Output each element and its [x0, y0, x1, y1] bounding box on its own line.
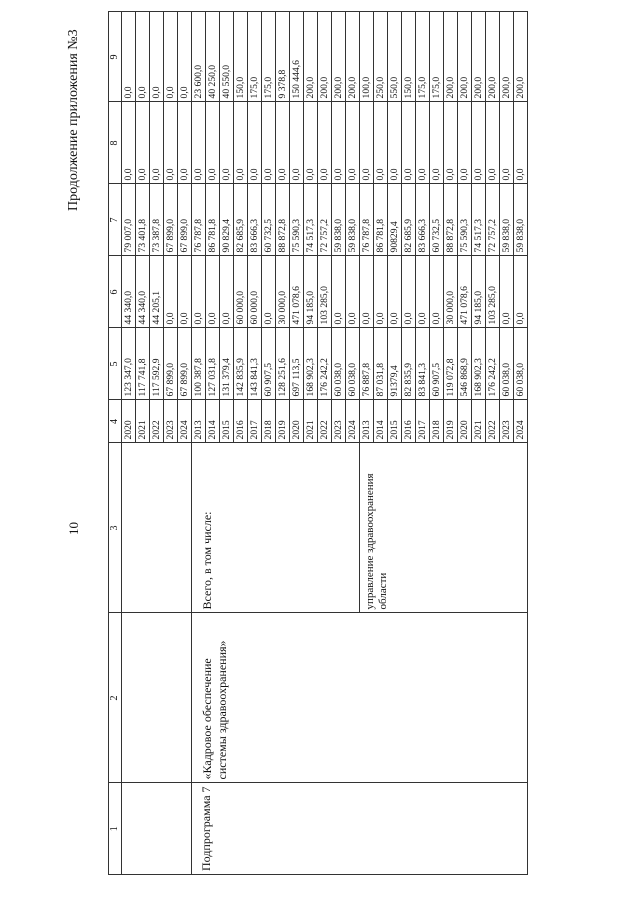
value-cell-total: 119 072,8 [444, 328, 458, 400]
value-cell-total: 67 899,0 [178, 328, 192, 400]
value-cell-other: 200,0 [332, 12, 346, 102]
value-cell-federal: 0,0 [402, 256, 416, 328]
blank-cell [500, 5, 514, 12]
blank-cell [360, 5, 374, 12]
year-cell: 2024 [346, 400, 360, 443]
value-cell-local: 0,0 [304, 102, 318, 184]
value-cell-local: 0,0 [402, 102, 416, 184]
value-cell-federal: 0,0 [500, 256, 514, 328]
value-cell-total: 131 379,4 [220, 328, 234, 400]
value-cell-local: 0,0 [332, 102, 346, 184]
value-cell-total: 91379,4 [388, 328, 402, 400]
value-cell-regional: 82 685,9 [234, 184, 248, 256]
year-cell: 2022 [318, 400, 332, 443]
value-cell-regional: 67 899,0 [164, 184, 178, 256]
value-cell-federal: 44 340,0 [122, 256, 136, 328]
year-cell: 2023 [332, 400, 346, 443]
blank-cell [402, 5, 416, 12]
value-cell-regional: 59 838,0 [514, 184, 528, 256]
year-cell: 2015 [388, 400, 402, 443]
value-cell-local: 0,0 [458, 102, 472, 184]
blank-cell [220, 5, 234, 12]
header-cell: 1 [109, 783, 122, 875]
blank-cell [150, 5, 164, 12]
value-cell-federal: 0,0 [192, 256, 206, 328]
year-cell: 2021 [304, 400, 318, 443]
blank-cell [122, 783, 192, 875]
value-cell-federal: 94 185,0 [472, 256, 486, 328]
value-cell-federal: 0,0 [388, 256, 402, 328]
value-cell-regional: 88 872,8 [276, 184, 290, 256]
value-cell-local: 0,0 [262, 102, 276, 184]
value-cell-regional: 59 838,0 [500, 184, 514, 256]
value-cell-local: 0,0 [220, 102, 234, 184]
value-cell-federal: 60 000,0 [248, 256, 262, 328]
year-cell: 2020 [458, 400, 472, 443]
value-cell-regional: 90829,4 [388, 184, 402, 256]
value-cell-total: 176 242,2 [318, 328, 332, 400]
value-cell-local: 0,0 [430, 102, 444, 184]
value-cell-federal: 0,0 [206, 256, 220, 328]
value-cell-regional: 79 007,0 [122, 184, 136, 256]
blank-cell [416, 5, 430, 12]
value-cell-regional: 60 732,5 [430, 184, 444, 256]
value-cell-federal: 94 185,0 [304, 256, 318, 328]
year-cell: 2013 [360, 400, 374, 443]
table-body [109, 5, 528, 875]
value-cell-federal: 0,0 [346, 256, 360, 328]
value-cell-other: 9 378,8 [276, 12, 290, 102]
value-cell-total: 82 835,9 [402, 328, 416, 400]
year-cell: 2020 [290, 400, 304, 443]
value-cell-regional: 74 517,3 [472, 184, 486, 256]
value-cell-federal: 0,0 [374, 256, 388, 328]
blank-cell [444, 5, 458, 12]
value-cell-total: 168 902,3 [304, 328, 318, 400]
header-cell: 7 [109, 184, 122, 256]
year-cell: 2013 [192, 400, 206, 443]
blank-cell [206, 5, 220, 12]
department-label: управление здравоохранения области [360, 443, 528, 613]
blank-cell [458, 5, 472, 12]
value-cell-total: 697 113,5 [290, 328, 304, 400]
year-cell: 2017 [248, 400, 262, 443]
value-cell-regional: 72 757,2 [486, 184, 500, 256]
year-cell: 2014 [374, 400, 388, 443]
value-cell-regional: 83 666,3 [248, 184, 262, 256]
value-cell-federal: 30 000,0 [444, 256, 458, 328]
value-cell-other: 175,0 [430, 12, 444, 102]
value-cell-total: 60 907,5 [262, 328, 276, 400]
value-cell-regional: 59 838,0 [332, 184, 346, 256]
value-cell-other: 150 444,6 [290, 12, 304, 102]
value-cell-local: 0,0 [360, 102, 374, 184]
year-cell: 2021 [472, 400, 486, 443]
value-cell-local: 0,0 [374, 102, 388, 184]
value-cell-federal: 471 078,6 [458, 256, 472, 328]
value-cell-local: 0,0 [318, 102, 332, 184]
value-cell-local: 0,0 [206, 102, 220, 184]
page-number: 10 [66, 522, 81, 535]
value-cell-other: 175,0 [416, 12, 430, 102]
value-cell-local: 0,0 [150, 102, 164, 184]
value-cell-local: 0,0 [290, 102, 304, 184]
value-cell-other: 40 550,0 [220, 12, 234, 102]
program-title: «Кадровое обеспечение системы здравоохранения» [192, 613, 528, 783]
value-cell-local: 0,0 [416, 102, 430, 184]
budget-table [108, 4, 528, 875]
value-cell-other: 200,0 [346, 12, 360, 102]
year-cell: 2019 [276, 400, 290, 443]
value-cell-regional: 73 401,8 [136, 184, 150, 256]
value-cell-total: 117 741,8 [136, 328, 150, 400]
value-cell-total: 60 038,0 [332, 328, 346, 400]
value-cell-federal: 0,0 [430, 256, 444, 328]
value-cell-total: 168 902,3 [472, 328, 486, 400]
value-cell-other: 175,0 [248, 12, 262, 102]
value-cell-local: 0,0 [486, 102, 500, 184]
year-cell: 2018 [430, 400, 444, 443]
value-cell-other: 150,0 [402, 12, 416, 102]
blank-cell [234, 5, 248, 12]
header-cell: 5 [109, 328, 122, 400]
value-cell-regional: 90 829,4 [220, 184, 234, 256]
value-cell-total: 143 841,3 [248, 328, 262, 400]
header-cell: 4 [109, 400, 122, 443]
value-cell-federal: 60 000,0 [234, 256, 248, 328]
value-cell-other: 0,0 [136, 12, 150, 102]
year-cell: 2020 [122, 400, 136, 443]
value-cell-other: 200,0 [472, 12, 486, 102]
value-cell-federal: 471 078,6 [290, 256, 304, 328]
blank-cell [332, 5, 346, 12]
value-cell-local: 0,0 [500, 102, 514, 184]
value-cell-total: 117 592,9 [150, 328, 164, 400]
program-name: Подпрограмма 7 [192, 783, 528, 875]
value-cell-local: 0,0 [122, 102, 136, 184]
blank-cell [109, 5, 122, 12]
value-cell-regional: 60 732,5 [262, 184, 276, 256]
blank-cell [136, 5, 150, 12]
value-cell-regional: 82 685,9 [402, 184, 416, 256]
value-cell-other: 0,0 [178, 12, 192, 102]
value-cell-other: 550,0 [388, 12, 402, 102]
value-cell-regional: 73 387,8 [150, 184, 164, 256]
header-cell: 2 [109, 613, 122, 783]
value-cell-federal: 0,0 [360, 256, 374, 328]
value-cell-local: 0,0 [276, 102, 290, 184]
value-cell-federal: 0,0 [262, 256, 276, 328]
value-cell-regional: 86 781,8 [374, 184, 388, 256]
value-cell-regional: 83 666,3 [416, 184, 430, 256]
blank-cell [514, 5, 528, 12]
value-cell-federal: 30 000,0 [276, 256, 290, 328]
blank-cell [430, 5, 444, 12]
blank-cell [262, 5, 276, 12]
blank-cell [374, 5, 388, 12]
value-cell-federal: 0,0 [416, 256, 430, 328]
value-cell-regional: 67 899,0 [178, 184, 192, 256]
value-cell-federal: 44 340,0 [136, 256, 150, 328]
value-cell-federal: 0,0 [164, 256, 178, 328]
value-cell-other: 200,0 [514, 12, 528, 102]
value-cell-regional: 74 517,3 [304, 184, 318, 256]
value-cell-regional: 75 590,3 [290, 184, 304, 256]
value-cell-total: 60 907,5 [430, 328, 444, 400]
value-cell-local: 0,0 [514, 102, 528, 184]
value-cell-local: 0,0 [388, 102, 402, 184]
blank-cell [122, 443, 192, 613]
value-cell-local: 0,0 [346, 102, 360, 184]
value-cell-federal: 103 285,0 [486, 256, 500, 328]
year-cell: 2016 [234, 400, 248, 443]
value-cell-local: 0,0 [192, 102, 206, 184]
header-cell: 9 [109, 12, 122, 102]
value-cell-total: 67 899,0 [164, 328, 178, 400]
total-label: Всего, в том числе: [192, 443, 360, 613]
blank-cell [388, 5, 402, 12]
value-cell-total: 142 835,9 [234, 328, 248, 400]
year-cell: 2017 [416, 400, 430, 443]
year-cell: 2016 [402, 400, 416, 443]
table-row [122, 5, 136, 875]
year-cell: 2022 [150, 400, 164, 443]
value-cell-other: 100,0 [360, 12, 374, 102]
value-cell-local: 0,0 [234, 102, 248, 184]
blank-cell [290, 5, 304, 12]
value-cell-federal: 0,0 [178, 256, 192, 328]
blank-cell [122, 5, 136, 12]
value-cell-other: 200,0 [500, 12, 514, 102]
value-cell-local: 0,0 [164, 102, 178, 184]
value-cell-federal: 0,0 [332, 256, 346, 328]
value-cell-total: 76 887,8 [360, 328, 374, 400]
header-cell: 6 [109, 256, 122, 328]
blank-cell [192, 5, 206, 12]
value-cell-regional: 88 872,8 [444, 184, 458, 256]
year-cell: 2024 [178, 400, 192, 443]
blank-cell [304, 5, 318, 12]
value-cell-total: 176 242,2 [486, 328, 500, 400]
value-cell-other: 0,0 [150, 12, 164, 102]
year-cell: 2015 [220, 400, 234, 443]
header-row [109, 5, 122, 875]
value-cell-other: 200,0 [458, 12, 472, 102]
blank-cell [164, 5, 178, 12]
value-cell-total: 100 387,8 [192, 328, 206, 400]
value-cell-regional: 59 838,0 [346, 184, 360, 256]
value-cell-other: 200,0 [444, 12, 458, 102]
value-cell-regional: 76 787,8 [192, 184, 206, 256]
value-cell-total: 127 031,8 [206, 328, 220, 400]
blank-cell [248, 5, 262, 12]
blank-cell [318, 5, 332, 12]
value-cell-local: 0,0 [472, 102, 486, 184]
value-cell-other: 175,0 [262, 12, 276, 102]
value-cell-other: 200,0 [304, 12, 318, 102]
value-cell-total: 87 031,8 [374, 328, 388, 400]
value-cell-other: 200,0 [318, 12, 332, 102]
value-cell-other: 23 600,0 [192, 12, 206, 102]
value-cell-total: 123 347,0 [122, 328, 136, 400]
year-cell: 2022 [486, 400, 500, 443]
year-cell: 2019 [444, 400, 458, 443]
value-cell-federal: 103 285,0 [318, 256, 332, 328]
value-cell-total: 546 868,9 [458, 328, 472, 400]
header-cell: 8 [109, 102, 122, 184]
value-cell-total: 60 038,0 [346, 328, 360, 400]
header-cell: 3 [109, 443, 122, 613]
value-cell-federal: 0,0 [220, 256, 234, 328]
value-cell-local: 0,0 [248, 102, 262, 184]
value-cell-other: 40 250,0 [206, 12, 220, 102]
value-cell-other: 150,0 [234, 12, 248, 102]
value-cell-local: 0,0 [136, 102, 150, 184]
value-cell-other: 250,0 [374, 12, 388, 102]
value-cell-local: 0,0 [444, 102, 458, 184]
value-cell-federal: 0,0 [514, 256, 528, 328]
blank-cell [122, 613, 192, 783]
value-cell-local: 0,0 [178, 102, 192, 184]
value-cell-total: 60 038,0 [500, 328, 514, 400]
year-cell: 2024 [514, 400, 528, 443]
year-cell: 2023 [164, 400, 178, 443]
value-cell-regional: 76 787,8 [360, 184, 374, 256]
year-cell: 2023 [500, 400, 514, 443]
value-cell-total: 60 038,0 [514, 328, 528, 400]
value-cell-federal: 44 205,1 [150, 256, 164, 328]
year-cell: 2018 [262, 400, 276, 443]
blank-cell [276, 5, 290, 12]
value-cell-total: 83 841,3 [416, 328, 430, 400]
table-row [192, 5, 206, 875]
value-cell-total: 128 251,6 [276, 328, 290, 400]
year-cell: 2021 [136, 400, 150, 443]
blank-cell [346, 5, 360, 12]
value-cell-regional: 72 757,2 [318, 184, 332, 256]
blank-cell [486, 5, 500, 12]
value-cell-other: 0,0 [122, 12, 136, 102]
value-cell-other: 0,0 [164, 12, 178, 102]
continuation-title: Продолжение приложения №3 [66, 29, 81, 211]
blank-cell [472, 5, 486, 12]
value-cell-regional: 75 590,3 [458, 184, 472, 256]
value-cell-regional: 86 781,8 [206, 184, 220, 256]
year-cell: 2014 [206, 400, 220, 443]
value-cell-other: 200,0 [486, 12, 500, 102]
blank-cell [178, 5, 192, 12]
